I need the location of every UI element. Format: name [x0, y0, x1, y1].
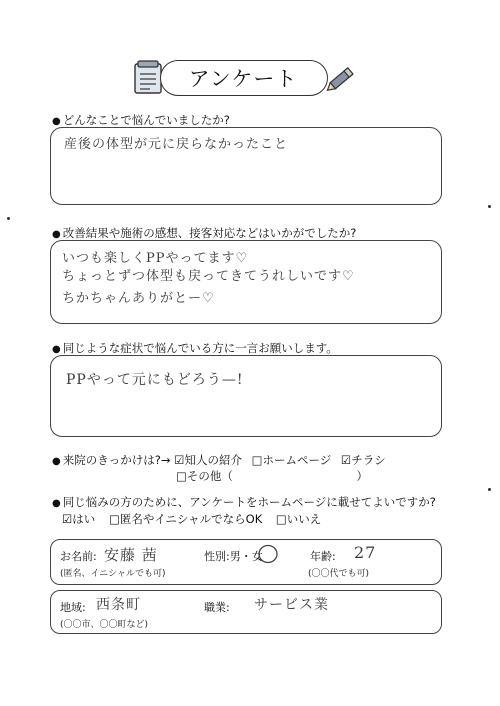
name-value: 安藤 茜	[104, 546, 158, 564]
question-3: ● 同じような症状で悩んでいる方に一言お願いします。	[52, 341, 338, 355]
age-label: 年齢:	[310, 550, 336, 563]
scan-speck	[488, 205, 491, 208]
answer-2-line-1: いつも楽しくPPやってます♡	[62, 251, 249, 266]
question-5: ● 同じ悩みの方のために、アンケートをホームページに載せてよいですか?	[52, 495, 436, 509]
question-4-text: 来院のきっかけは?→	[62, 453, 171, 467]
question-1-text: どんなことで悩んでいましたか?	[62, 113, 230, 127]
job-label: 職業:	[204, 601, 230, 614]
job-value: サービス業	[254, 597, 329, 613]
area-value: 西条町	[96, 597, 141, 613]
gender-circle-mark	[257, 543, 279, 565]
answer-box-3	[50, 355, 442, 437]
question-5-text: 同じ悩みの方のために、アンケートをホームページに載せてよいですか?	[62, 495, 436, 509]
option-other-close: ）	[356, 469, 369, 483]
option-flyer[interactable]: ☑チラシ	[340, 453, 386, 467]
answer-2-line-3: ちかちゃんありがとー♡	[62, 291, 215, 306]
question-2-text: 改善結果や施術の感想、接客対応などはいかがでしたか?	[62, 226, 357, 240]
answer-3: PPやって元にもどろう—!	[66, 372, 244, 388]
question-5-options	[62, 511, 321, 527]
scan-speck	[7, 217, 10, 220]
option-anonymous[interactable]: □匿名やイニシャルでならOK	[108, 512, 263, 526]
gender-label: 性別:男・女	[204, 550, 263, 563]
question-2: ● 改善結果や施術の感想、接客対応などはいかがでしたか?	[52, 226, 357, 240]
question-3-text: 同じような症状で悩んでいる方に一言お願いします。	[62, 341, 338, 355]
area-note: (〇〇市、〇〇町など)	[60, 620, 149, 630]
pencil-icon	[326, 62, 358, 94]
question-4: ● 来院のきっかけは?→ ☑知人の紹介 □ホームページ ☑チラシ	[52, 453, 386, 467]
name-note: (匿名、イニシャルでも可)	[60, 569, 166, 579]
answer-2-line-2: ちょっとずつ体型も戻ってきてうれしいです♡	[62, 269, 355, 284]
option-referral[interactable]: ☑知人の紹介	[174, 453, 242, 467]
question-1: ● どんなことで悩んでいましたか?	[52, 113, 230, 127]
option-yes[interactable]: ☑はい	[62, 512, 96, 526]
name-label: お名前:	[60, 550, 97, 563]
option-other[interactable]: □その他（	[176, 469, 233, 483]
age-value: 27	[354, 543, 377, 562]
scan-speck	[488, 488, 491, 491]
answer-1: 産後の体型が元に戻らなかったこと	[64, 137, 289, 152]
area-label: 地域:	[60, 601, 86, 614]
age-note: (〇〇代でも可)	[308, 569, 370, 579]
page-title: アンケート	[188, 67, 298, 91]
option-homepage[interactable]: □ホームページ	[251, 453, 332, 467]
question-4-other	[176, 468, 368, 484]
option-no[interactable]: □いいえ	[275, 512, 322, 526]
